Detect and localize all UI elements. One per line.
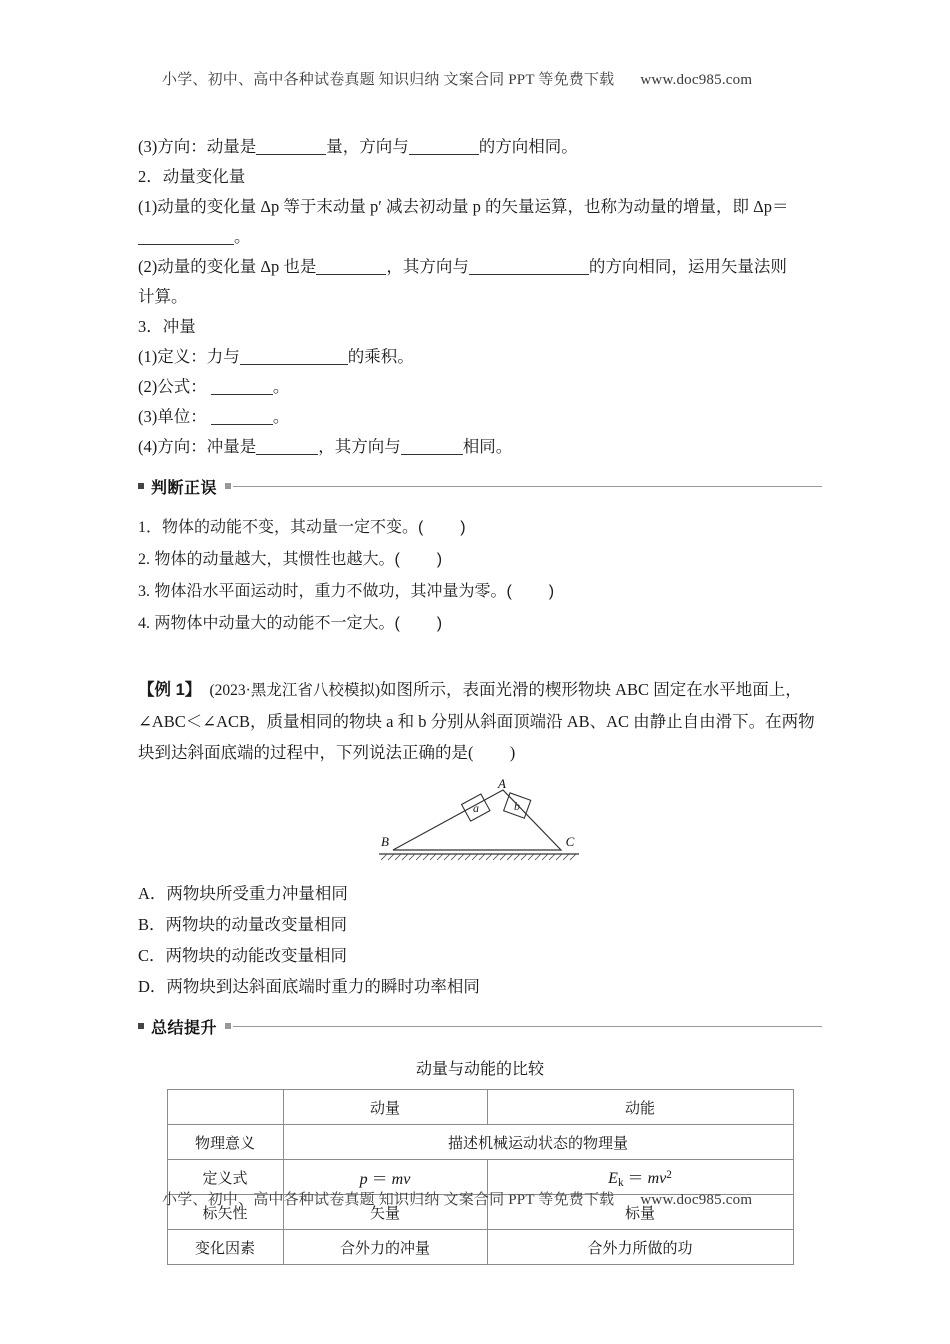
option-text: 两物块到达斜面底端时重力的瞬时功率相同 <box>166 977 480 996</box>
fill-blank[interactable] <box>256 440 318 455</box>
item-index: 1． <box>138 519 163 536</box>
row-label-change: 变化因素 <box>167 1230 283 1265</box>
answer-slot[interactable] <box>400 615 437 632</box>
note-3-2-a: (2)公式： <box>138 377 207 396</box>
note-2-2-c: 的方向相同，运用矢量法则 <box>588 257 787 276</box>
item-index: 4. <box>138 615 150 632</box>
cell-formula-kinetic: $E_k = mv^2$ <box>487 1160 793 1195</box>
row-label-vector: 标矢性 <box>167 1195 283 1230</box>
fill-blank[interactable] <box>240 350 348 365</box>
item-close: ) <box>460 519 466 536</box>
comparison-table <box>167 1089 794 1265</box>
running-head-url: www.doc985.com <box>640 72 753 88</box>
note-direction-mid: 量，方向与 <box>326 137 409 156</box>
option-list <box>138 878 822 1002</box>
section-header-truefalse <box>138 474 822 498</box>
row-label-meaning: 物理意义 <box>167 1125 283 1160</box>
wedge-triangle <box>393 790 561 850</box>
note-direction <box>138 132 822 162</box>
note-3-2 <box>138 372 822 402</box>
note-3-1-a: (1)定义：力与 <box>138 347 240 366</box>
answer-slot[interactable] <box>400 551 437 568</box>
note-2-1-text: (1)动量的变化量 Δp 等于末动量 p′ 减去初动量 p 的矢量运算，也称为动量的增量，即 Δp＝ <box>138 197 789 216</box>
main-content <box>138 132 822 1265</box>
note-2-2-b: ，其方向与 <box>386 257 469 276</box>
cell-meaning-span: 描述机械运动状态的物理量 <box>283 1125 793 1160</box>
vertex-label-c: C <box>565 834 575 849</box>
example-source: (2023·黑龙江省八校模拟) <box>209 682 381 699</box>
answer-slot[interactable] <box>423 519 460 536</box>
option-key: B． <box>138 915 166 934</box>
row-label-formula: 定义式 <box>167 1160 283 1195</box>
note-3-3-a: (3)单位： <box>138 407 207 426</box>
wedge-diagram-svg <box>365 778 595 864</box>
note-3-4-c: 相同。 <box>462 437 513 456</box>
block-a <box>462 794 490 821</box>
note-direction-suffix: 的方向相同。 <box>478 137 578 156</box>
ground-hatching <box>381 854 576 860</box>
list-item <box>138 608 822 640</box>
item-text: 两物体中动量大的动能不一定大。( <box>154 615 400 632</box>
section-header-summary <box>138 1014 822 1038</box>
note-2-2 <box>138 252 822 282</box>
note-2-1 <box>138 192 822 222</box>
square-marker-icon <box>138 1023 144 1029</box>
table-row <box>167 1230 793 1265</box>
note-3-4-a: (4)方向：冲量是 <box>138 437 257 456</box>
example-text-3: 块到达斜面底端的过程中，下列说法正确的是( <box>138 743 474 762</box>
running-foot <box>162 1188 802 1209</box>
note-3-1-b: 的乘积。 <box>347 347 414 366</box>
square-marker-icon <box>138 483 144 489</box>
option-key: D． <box>138 977 167 996</box>
note-2-2-cont: 计算。 <box>138 287 188 306</box>
option-text: 两物块所受重力冲量相同 <box>166 884 348 903</box>
block-b-label: b <box>514 799 520 813</box>
cell-change-momentum: 合外力的冲量 <box>283 1230 487 1265</box>
option-key: A． <box>138 884 167 903</box>
heading-impulse: 3．冲量 <box>138 317 196 336</box>
vertex-label-b: B <box>381 834 389 849</box>
option-b[interactable] <box>138 909 822 940</box>
example-line-1 <box>138 674 822 706</box>
section-label-truefalse: 判断正误 <box>151 479 218 497</box>
note-3-3 <box>138 402 822 432</box>
item-text: 物体沿水平面运动时，重力不做功，其冲量为零。( <box>154 583 512 600</box>
example-text-1: 如图所示，表面光滑的楔形物块 ABC 固定在水平地面上， <box>380 680 802 699</box>
note-3-3-b: 。 <box>272 407 290 426</box>
running-foot-text: 小学、初中、高中各种试卷真题 知识归纳 文案合同 PPT 等免费下载 <box>162 1192 615 1208</box>
note-3-4-b: ，其方向与 <box>318 437 401 456</box>
option-key: C． <box>138 946 166 965</box>
example-tag: 【例 1】 <box>138 681 202 699</box>
running-head-text: 小学、初中、高中各种试卷真题 知识归纳 文案合同 PPT 等免费下载 <box>162 72 615 88</box>
fill-blank[interactable] <box>256 140 326 155</box>
table-row <box>167 1125 793 1160</box>
option-d[interactable] <box>138 971 822 1002</box>
item-text: 物体的动能不变，其动量一定不变。( <box>162 519 424 536</box>
fill-blank[interactable] <box>138 230 234 245</box>
cell-formula-momentum: p ＝ mv <box>283 1160 487 1195</box>
table-row-header <box>167 1090 793 1125</box>
header-cell-kinetic: 动能 <box>487 1090 793 1125</box>
note-2-1-end: 。 <box>234 227 251 246</box>
table-title: 动量与动能的比较 <box>415 1061 544 1078</box>
example-block <box>138 674 822 1002</box>
cell-change-kinetic: 合外力所做的功 <box>487 1230 793 1265</box>
item-close: ) <box>548 583 555 600</box>
note-3-1 <box>138 342 822 372</box>
section-label-summary: 总结提升 <box>151 1019 218 1037</box>
square-marker-icon <box>225 1023 231 1029</box>
heading-momentum-change: 2．动量变化量 <box>138 167 246 186</box>
fill-blank[interactable] <box>469 260 589 275</box>
wedge-figure <box>138 778 822 864</box>
fill-blank[interactable] <box>401 440 463 455</box>
option-text: 两物块的动量改变量相同 <box>165 915 348 934</box>
note-2-2-a: (2)动量的变化量 Δp 也是 <box>138 257 317 276</box>
list-item <box>138 512 822 544</box>
cell-vector-momentum: 矢量 <box>283 1195 487 1230</box>
note-3-4 <box>138 432 822 462</box>
example-line-3 <box>138 737 822 768</box>
option-text: 两物块的动能改变量相同 <box>165 946 348 965</box>
header-cell-blank <box>167 1090 283 1125</box>
cell-vector-kinetic: 标量 <box>487 1195 793 1230</box>
item-close: ) <box>436 551 443 568</box>
fill-blank[interactable] <box>211 410 273 425</box>
example-close: ) <box>509 743 516 762</box>
note-3-2-b: 。 <box>272 377 290 396</box>
running-foot-url: www.doc985.com <box>640 1192 753 1208</box>
option-c[interactable] <box>138 940 822 971</box>
item-index: 3. <box>138 583 150 600</box>
note-direction-prefix: (3)方向：动量是 <box>138 137 257 156</box>
example-line-2: ∠ABC＜∠ACB，质量相同的物块 a 和 b 分别从斜面顶端沿 AB、AC 由静止自由滑下。在两物 <box>138 712 815 731</box>
vertex-label-a: A <box>498 778 506 791</box>
item-index: 2. <box>138 551 150 568</box>
fill-blank[interactable] <box>211 380 273 395</box>
divider-rule <box>233 486 822 487</box>
item-close: ) <box>436 615 443 632</box>
answer-slot[interactable] <box>512 583 549 600</box>
divider-rule <box>233 1026 822 1027</box>
header-cell-momentum: 动量 <box>283 1090 487 1125</box>
answer-slot[interactable] <box>474 743 510 762</box>
list-item <box>138 576 822 608</box>
square-marker-icon <box>225 483 231 489</box>
running-head <box>162 68 802 89</box>
option-a[interactable] <box>138 878 822 909</box>
note-2-1-cont <box>138 222 822 252</box>
list-item <box>138 544 822 576</box>
fill-blank[interactable] <box>409 140 479 155</box>
block-a-label: a <box>473 801 479 815</box>
item-text: 物体的动量越大，其惯性也越大。( <box>154 551 400 568</box>
truefalse-list <box>138 512 822 640</box>
fill-blank[interactable] <box>316 260 386 275</box>
